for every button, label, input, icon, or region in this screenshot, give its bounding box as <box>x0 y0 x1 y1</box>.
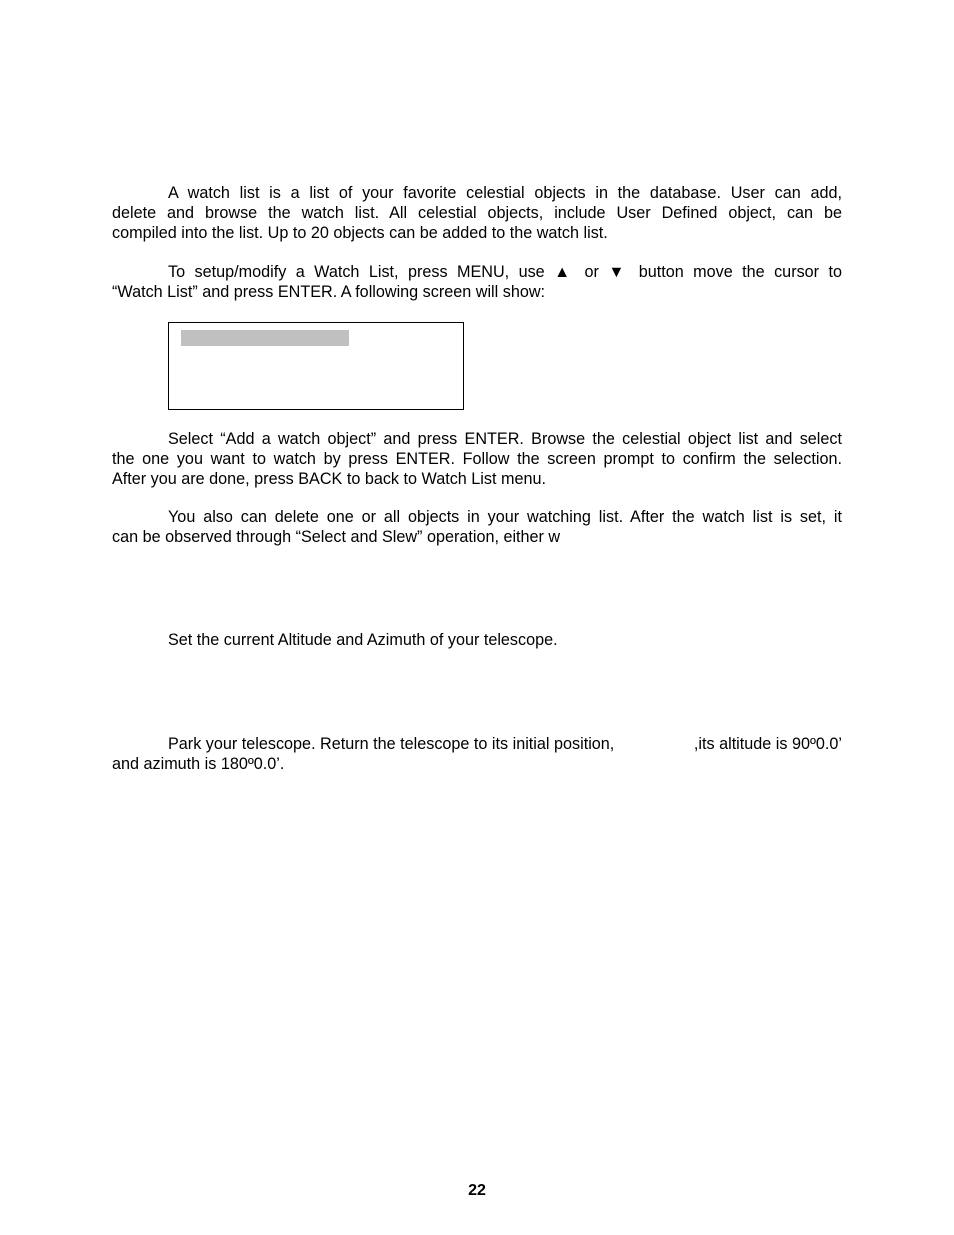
text-line: Set the current Altitude and Azimuth of your telescope. <box>168 631 558 649</box>
paragraph-set-altaz <box>112 630 842 650</box>
text-line <box>112 734 842 754</box>
text-line: After you are done, press BACK to back to Watch List menu. <box>112 470 546 488</box>
text-line: You also can delete one or all objects in your watching list. After the watch list is set, it <box>168 508 842 526</box>
paragraph-park-telescope <box>112 734 842 774</box>
text-line: To setup/modify a Watch List, press MENU, use ▲ or ▼ button move the cursor to <box>168 263 842 281</box>
paragraph-delete-objects <box>112 507 842 547</box>
page-number: 22 <box>468 1182 486 1199</box>
screen-highlight-bar <box>181 330 349 346</box>
text-line: compiled into the list. Up to 20 objects can be added to the watch list. <box>112 224 608 242</box>
text-line: Select “Add a watch object” and press ENTER. Browse the celestial object list and select <box>168 430 842 448</box>
paragraph-setup-watch-list <box>112 262 842 302</box>
text-fragment: ,its altitude is 90º0.0’ <box>693 735 842 753</box>
text-line: “Watch List” and press ENTER. A following screen will show: <box>112 283 546 301</box>
paragraph-add-watch-object <box>112 429 842 489</box>
paragraph-watch-list-intro <box>112 183 842 243</box>
screen-display-box <box>168 322 464 410</box>
text-line: A watch list is a list of your favorite celestial objects in the database. User can add, <box>168 184 842 202</box>
text-fragment: Park your telescope. Return the telescope to its initial position, <box>168 735 615 753</box>
text-line: delete and browse the watch list. All celestial objects, include User Defined object, can be <box>112 204 842 222</box>
text-line: and azimuth is 180º0.0’. <box>112 755 285 773</box>
text-line: can be observed through “Select and Slew” operation, either w <box>112 528 561 546</box>
text-line: the one you want to watch by press ENTER. Follow the screen prompt to confirm the selection. <box>112 450 842 468</box>
